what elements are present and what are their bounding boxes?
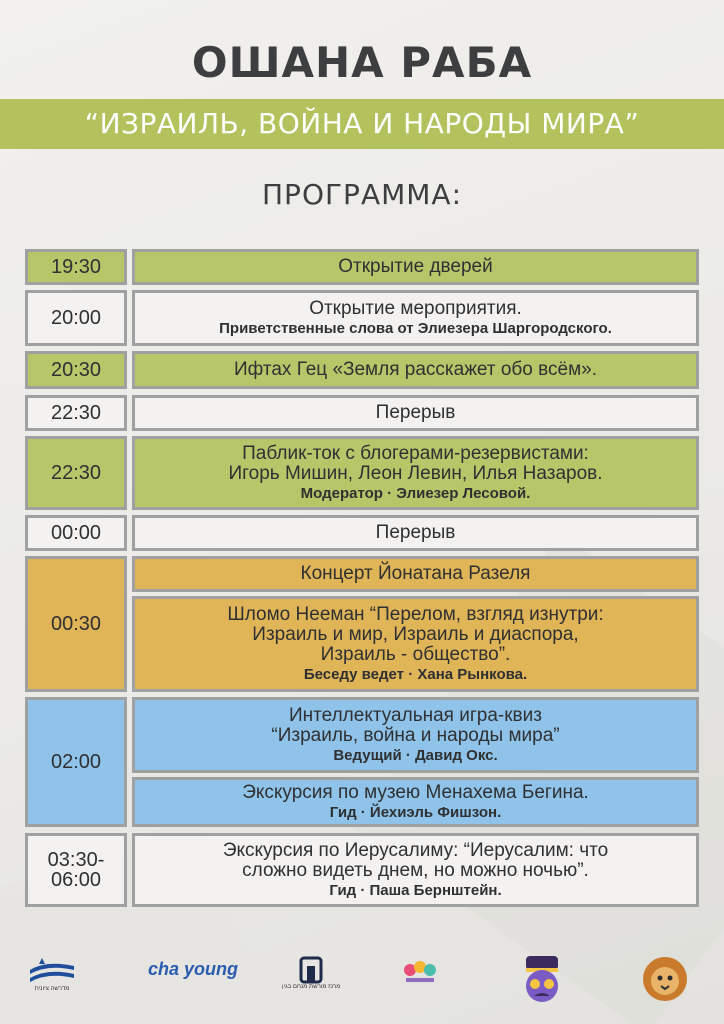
item-text: Экскурсия по Иерусалиму: “Иерусалим: что xyxy=(222,839,609,861)
time-cell xyxy=(25,697,127,827)
item-credit: Ведущий · Давид Окс. xyxy=(333,746,498,764)
program-item xyxy=(132,596,699,692)
time-cell xyxy=(25,395,127,431)
time-label: 06:00 xyxy=(50,869,102,891)
program-item xyxy=(132,697,699,773)
program-item xyxy=(132,249,699,285)
program-item xyxy=(132,556,699,592)
time-cell xyxy=(25,515,127,551)
time-cell xyxy=(25,290,127,346)
program-item xyxy=(132,515,699,551)
program-heading: ПРОГРАММА: xyxy=(262,178,462,211)
item-text: Экскурсия по музею Менахема Бегина. xyxy=(242,781,589,803)
item-text: Интеллектуальная игра-квиз xyxy=(289,704,542,726)
time-cell xyxy=(25,556,127,692)
time-cell xyxy=(25,436,127,510)
item-text: Игорь Мишин, Леон Левин, Илья Назаров. xyxy=(228,462,603,484)
item-text: Паблик-ток с блогерами-резервистами: xyxy=(242,442,589,464)
item-credit: Гид · Йехиэль Фишзон. xyxy=(329,803,502,821)
item-text: Перерыв xyxy=(375,522,456,543)
item-text: Открытие мероприятия. xyxy=(309,297,522,319)
time-label: 03:30- xyxy=(47,849,105,871)
program-item xyxy=(132,290,699,346)
item-text: Ифтах Гец «Земля расскажет обо всём». xyxy=(234,359,597,380)
item-credit: Модератор · Элиезер Лесовой. xyxy=(300,484,531,502)
time-cell xyxy=(25,351,127,389)
time-label: 22:30 xyxy=(50,462,102,484)
time-label: 20:00 xyxy=(50,307,102,329)
time-cell xyxy=(25,833,127,907)
time-label: 19:30 xyxy=(50,256,102,278)
cha-young-logo: cha young xyxy=(148,959,239,979)
program-item xyxy=(132,351,699,389)
item-credit: Приветственные слова от Элиезера Шаргородского. xyxy=(219,319,612,337)
item-text: “Израиль, война и народы мира” xyxy=(271,724,560,746)
lion-logo xyxy=(642,952,688,1006)
item-text: Израиль - общество”. xyxy=(320,643,511,665)
time-label: 22:30 xyxy=(50,402,102,424)
item-text: Шломо Нееман “Перелом, взгляд изнутри: xyxy=(227,603,604,625)
begin-center-logo: מרכז מורשת מנחם בגין xyxy=(282,954,340,990)
pilot-mascot-logo xyxy=(520,954,564,1006)
item-credit: Гид · Паша Бернштейн. xyxy=(329,881,502,899)
item-credit: Беседу ведет · Хана Рынкова. xyxy=(303,665,528,683)
time-label: 00:30 xyxy=(50,613,102,635)
program-item xyxy=(132,833,699,907)
item-text: Израиль и мир, Израиль и диаспора, xyxy=(252,623,579,645)
item-text: сложно видеть днем, но можно ночью”. xyxy=(242,859,589,881)
time-label: 02:00 xyxy=(50,751,102,773)
page-title: ОШАНА РАБА xyxy=(191,38,533,87)
item-text: Концерт Йонатана Разеля xyxy=(300,563,531,584)
program-item xyxy=(132,777,699,827)
sponsor-logos xyxy=(20,950,704,1010)
time-label: 00:00 xyxy=(50,522,102,544)
time-label: 20:30 xyxy=(50,359,102,381)
colorful-logo xyxy=(400,958,440,988)
item-text: Открытие дверей xyxy=(338,256,493,277)
program-item xyxy=(132,436,699,510)
flag-logo: מדרשה ציונית xyxy=(26,956,78,992)
program-item xyxy=(132,395,699,431)
time-cell xyxy=(25,249,127,285)
event-banner: “ИЗРАИЛЬ, ВОЙНА И НАРОДЫ МИРА” xyxy=(0,99,724,149)
item-text: Перерыв xyxy=(375,402,456,423)
